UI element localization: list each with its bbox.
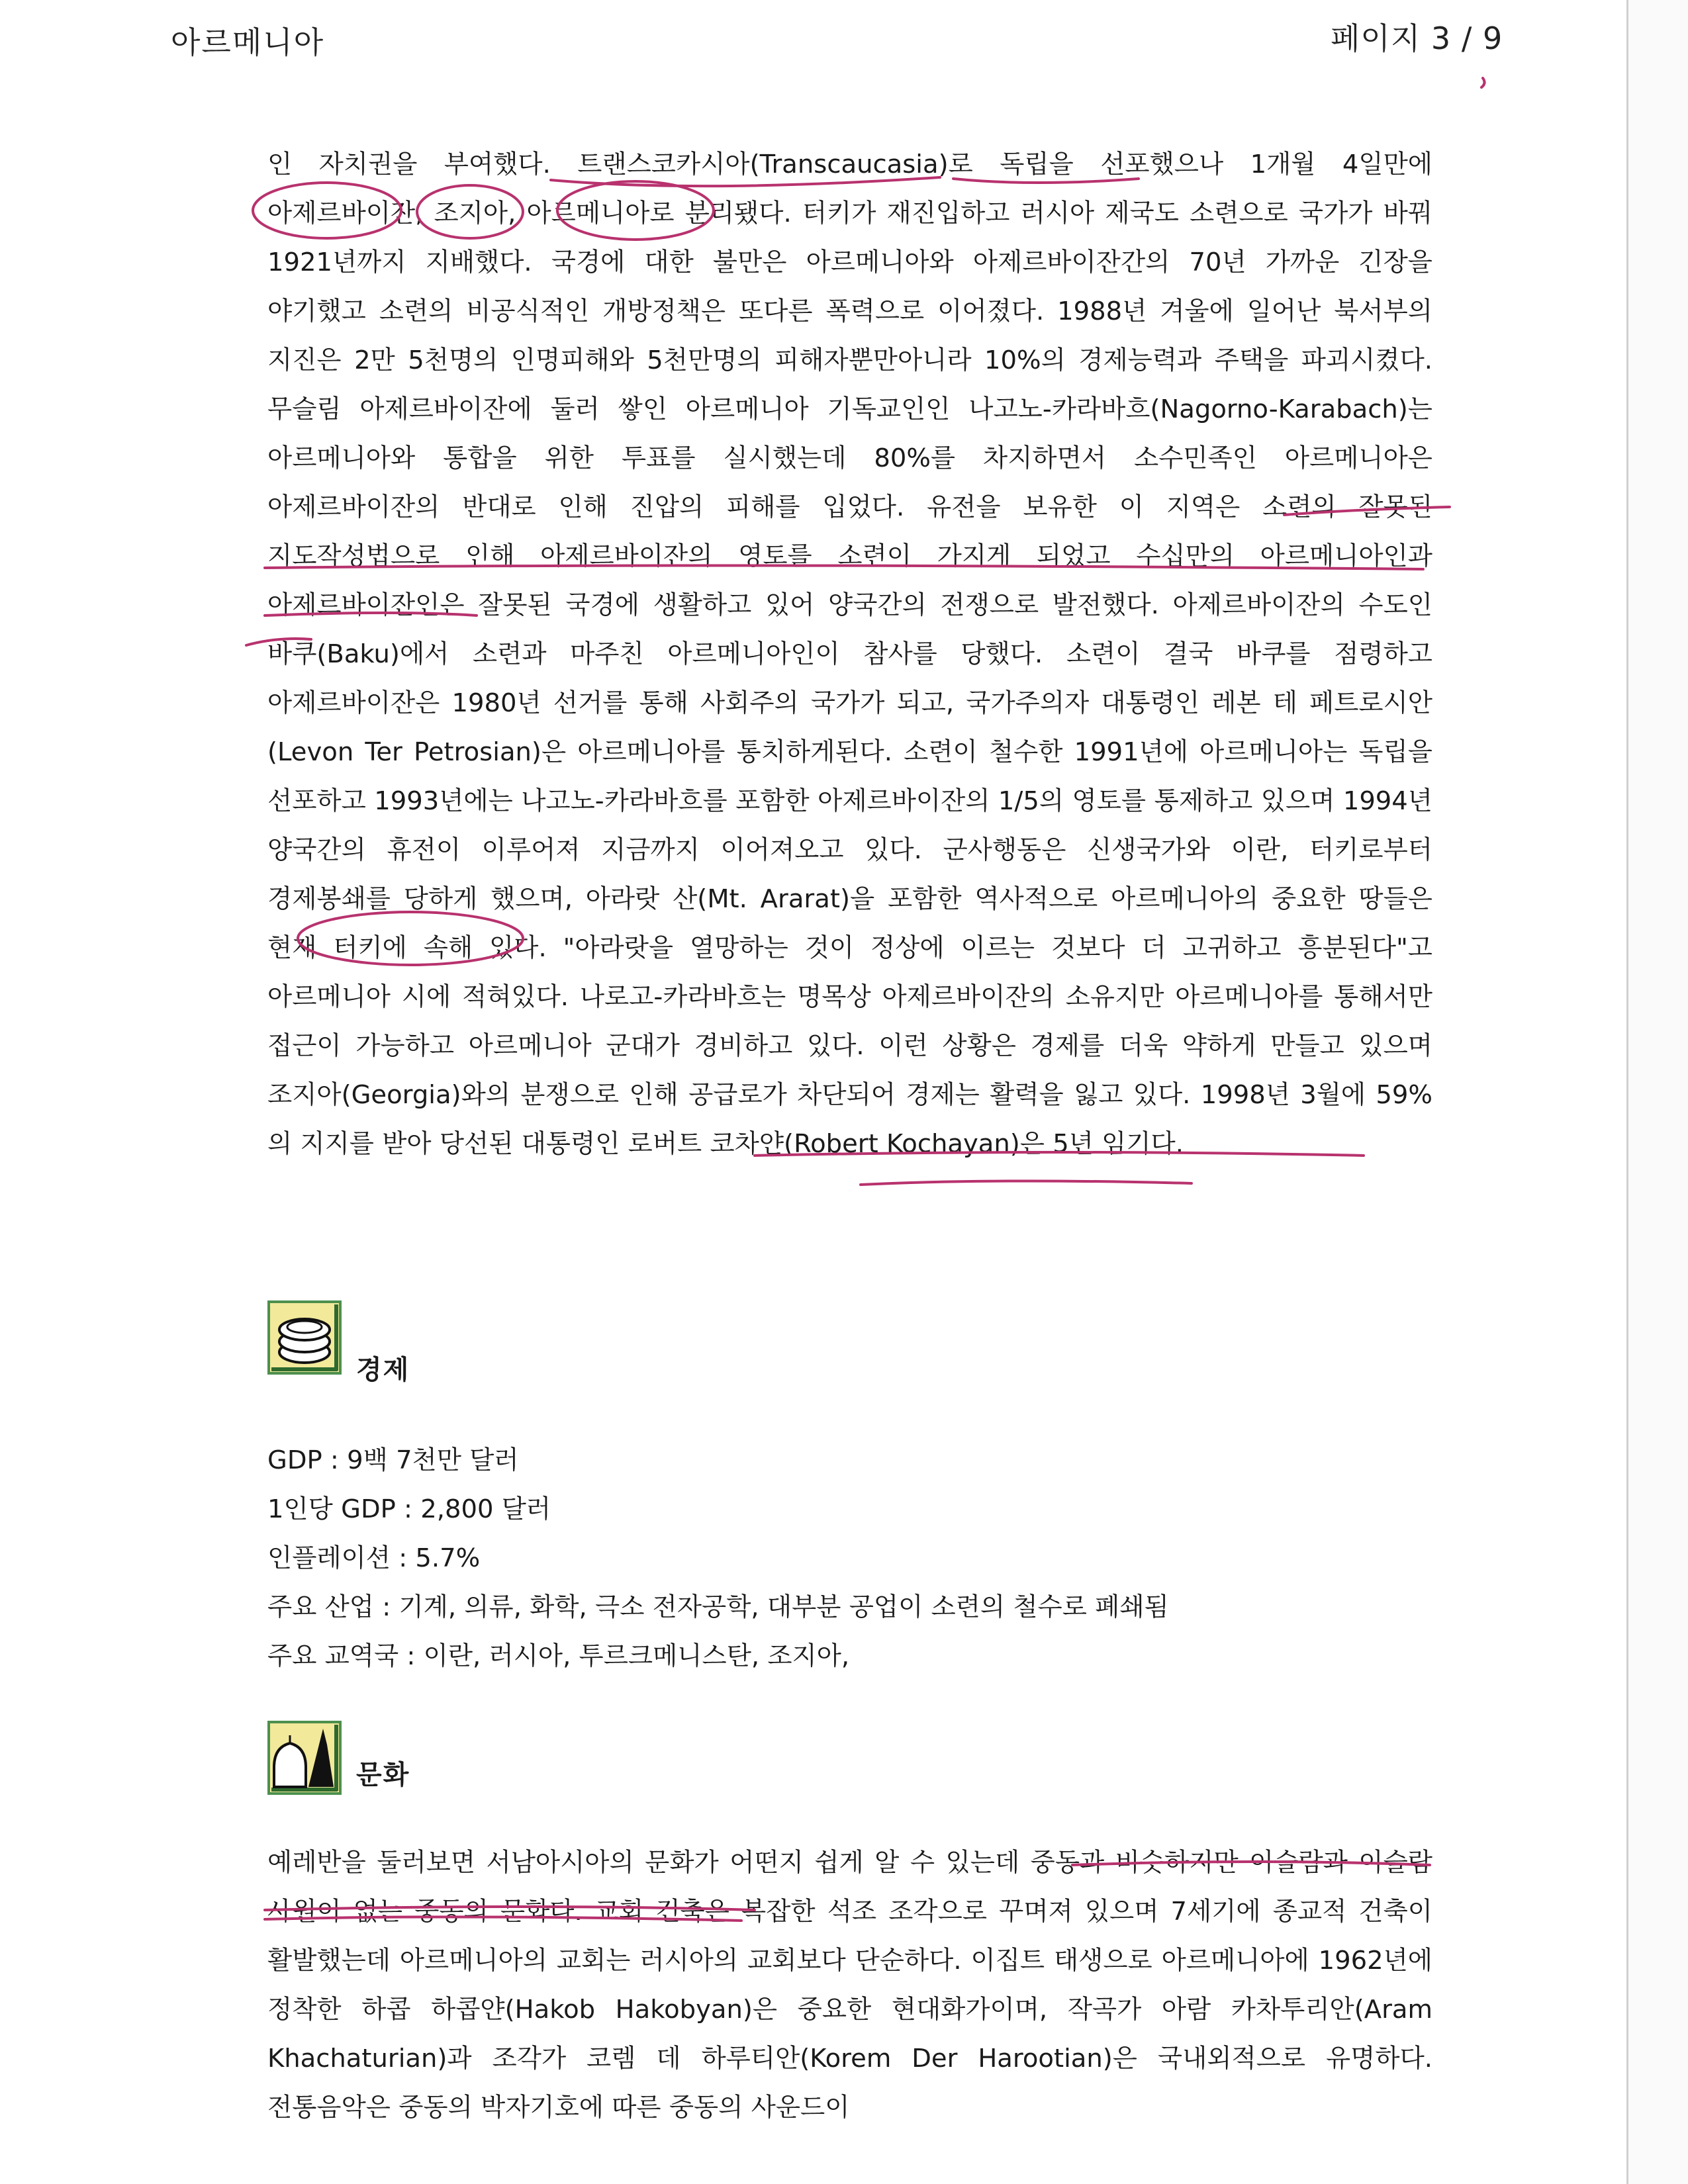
economy-facts-list (267, 1436, 1169, 1681)
economy-fact-gdp: GDP : 9백 7천만 달러 (267, 1445, 519, 1475)
mosque-icon (267, 1721, 342, 1795)
page-edge (1626, 0, 1688, 2184)
page-number: 페이지 3 / 9 (1331, 21, 1503, 56)
economy-fact-trade-partners: 주요 교역국 : 이란, 러시아, 투르크메니스탄, 조지아, (267, 1641, 850, 1671)
document-header-title: 아르메니아 (171, 24, 325, 60)
economy-section-title: 경제 (356, 1355, 410, 1385)
history-paragraph: 인 자치권을 부여했다. 트랜스코카시아(Transcaucasia)로 독립을 선포했으나 1개월 4일만에 아제르바이잔, 조지아, 아르메니아로 분리됐다. 터키가 재진입하고 러시아 제국도 소련으로 국가가 바꿔 1921년까지 지배했다. 국경에 대한 불만은 아르메니아와 아제르바이잔간의 70년 가까운 긴장을 야기했고 소련의 비공식적인 개방정책은 또다른 폭력으로 이어졌다. 1988년 겨울에 일어난 북서부의 지진은 2만 5천명의 인명피해와 5천만명의 피해자뿐만아니라 10%의 경제능력과 주택을 파괴시켰다. 무슬림 아제르바이잔에 둘러 쌓인 아르메니아 기독교인인 나고노-카라바흐(Nagorno-Karabach)는 아르메니아와 통합을 위한 투표를 실시했는데 80%를 차지하면서 소수민족인 아르메니아은 아제르바이잔의 반대로 인해 진압의 피해를 입었다. 유전을 보유한 이 지역은 소련의 잘못된 지도작성법으로 인해 아제르바이잔의 영토를 소련이 가지게 되었고 수십만의 아르메니아인과 아제르바이잔인은 잘못된 국경에 생활하고 있어 양국간의 전쟁으로 발전했다. 아제르바이잔의 수도인 바쿠(Baku)에서 소련과 마주친 아르메니아인이 참사를 당했다. 소련이 결국 바쿠를 점령하고 아제르바이잔은 1980년 선거를 통해 사회주의 국가가 되고, 국가주의자 대통령인 레본 테 페트로시안(Levon Ter Petrosian)은 아르메니아를 통치하게된다. 소련이 철수한 1991년에 아르메니아는 독립을 선포하고 1993년에는 나고노-카라바흐를 포함한 아제르바이잔의 1/5의 영토를 통제하고 있으며 1994년 양국간의 휴전이 이루어져 지금까지 이어져오고 있다. 군사행동은 신생국가와 이란, 터키로부터 경제봉쇄를 당하게 했으며, 아라랏 산(Mt. Ararat)을 포함한 역사적으로 아르메니아의 중요한 땅들은 현재 터키에 속해 있다. "아라랏을 열망하는 것이 정상에 이르는 것보다 더 고귀하고 흥분된다"고 아르메니아 시에 적혀있다. 나로고-카라바흐는 명목상 아제르바이잔의 소유지만 아르메니아를 통해서만 접근이 가능하고 아르메니아 군대가 경비하고 있다. 이런 상황은 경제를 더욱 약하게 만들고 있으며 조지아(Georgia)와의 분쟁으로 인해 공급로가 차단되어 경제는 활력을 잃고 있다. 1998년 3월에 59%의 지지를 받아 당선된 대통령인 로버트 코차얀(Robert Kochayan)은 5년 임기다. (267, 150, 1432, 1159)
economy-fact-industries: 주요 산업 : 기계, 의류, 화학, 극소 전자공학, 대부분 공업이 소련의 철수로 폐쇄됨 (267, 1592, 1169, 1622)
economy-fact-gdp-per-capita: 1인당 GDP : 2,800 달러 (267, 1494, 551, 1524)
stray-mark (1481, 78, 1485, 87)
culture-section-title: 문화 (356, 1760, 410, 1790)
culture-paragraph: 예레반을 둘러보면 서남아시아의 문화가 어떤지 쉽게 알 수 있는데 중동과 비슷하지만 이슬람과 이슬람 사원이 없는 중동의 문화다. 교회 건축은 복잡한 석조 조각으로 꾸며져 있으며 7세기에 종교적 건축이 활발했는데 아르메니아의 교회는 러시아의 교회보다 단순하다. 이집트 태생으로 아르메니아에 1962년에 정착한 하콥 하콥얀(Hakob Hakobyan)은 중요한 현대화가이며, 작곡가 아람 카차투리안(Aram Khachaturian)과 조각가 코렘 데 하루티안(Korem Der Harootian)은 국내외적으로 유명하다. 전통음악은 중동의 박자기호에 따른 중동의 사운드이 (267, 1848, 1432, 2122)
economy-fact-inflation: 인플레이션 : 5.7% (267, 1543, 481, 1573)
coins-icon (267, 1300, 342, 1375)
